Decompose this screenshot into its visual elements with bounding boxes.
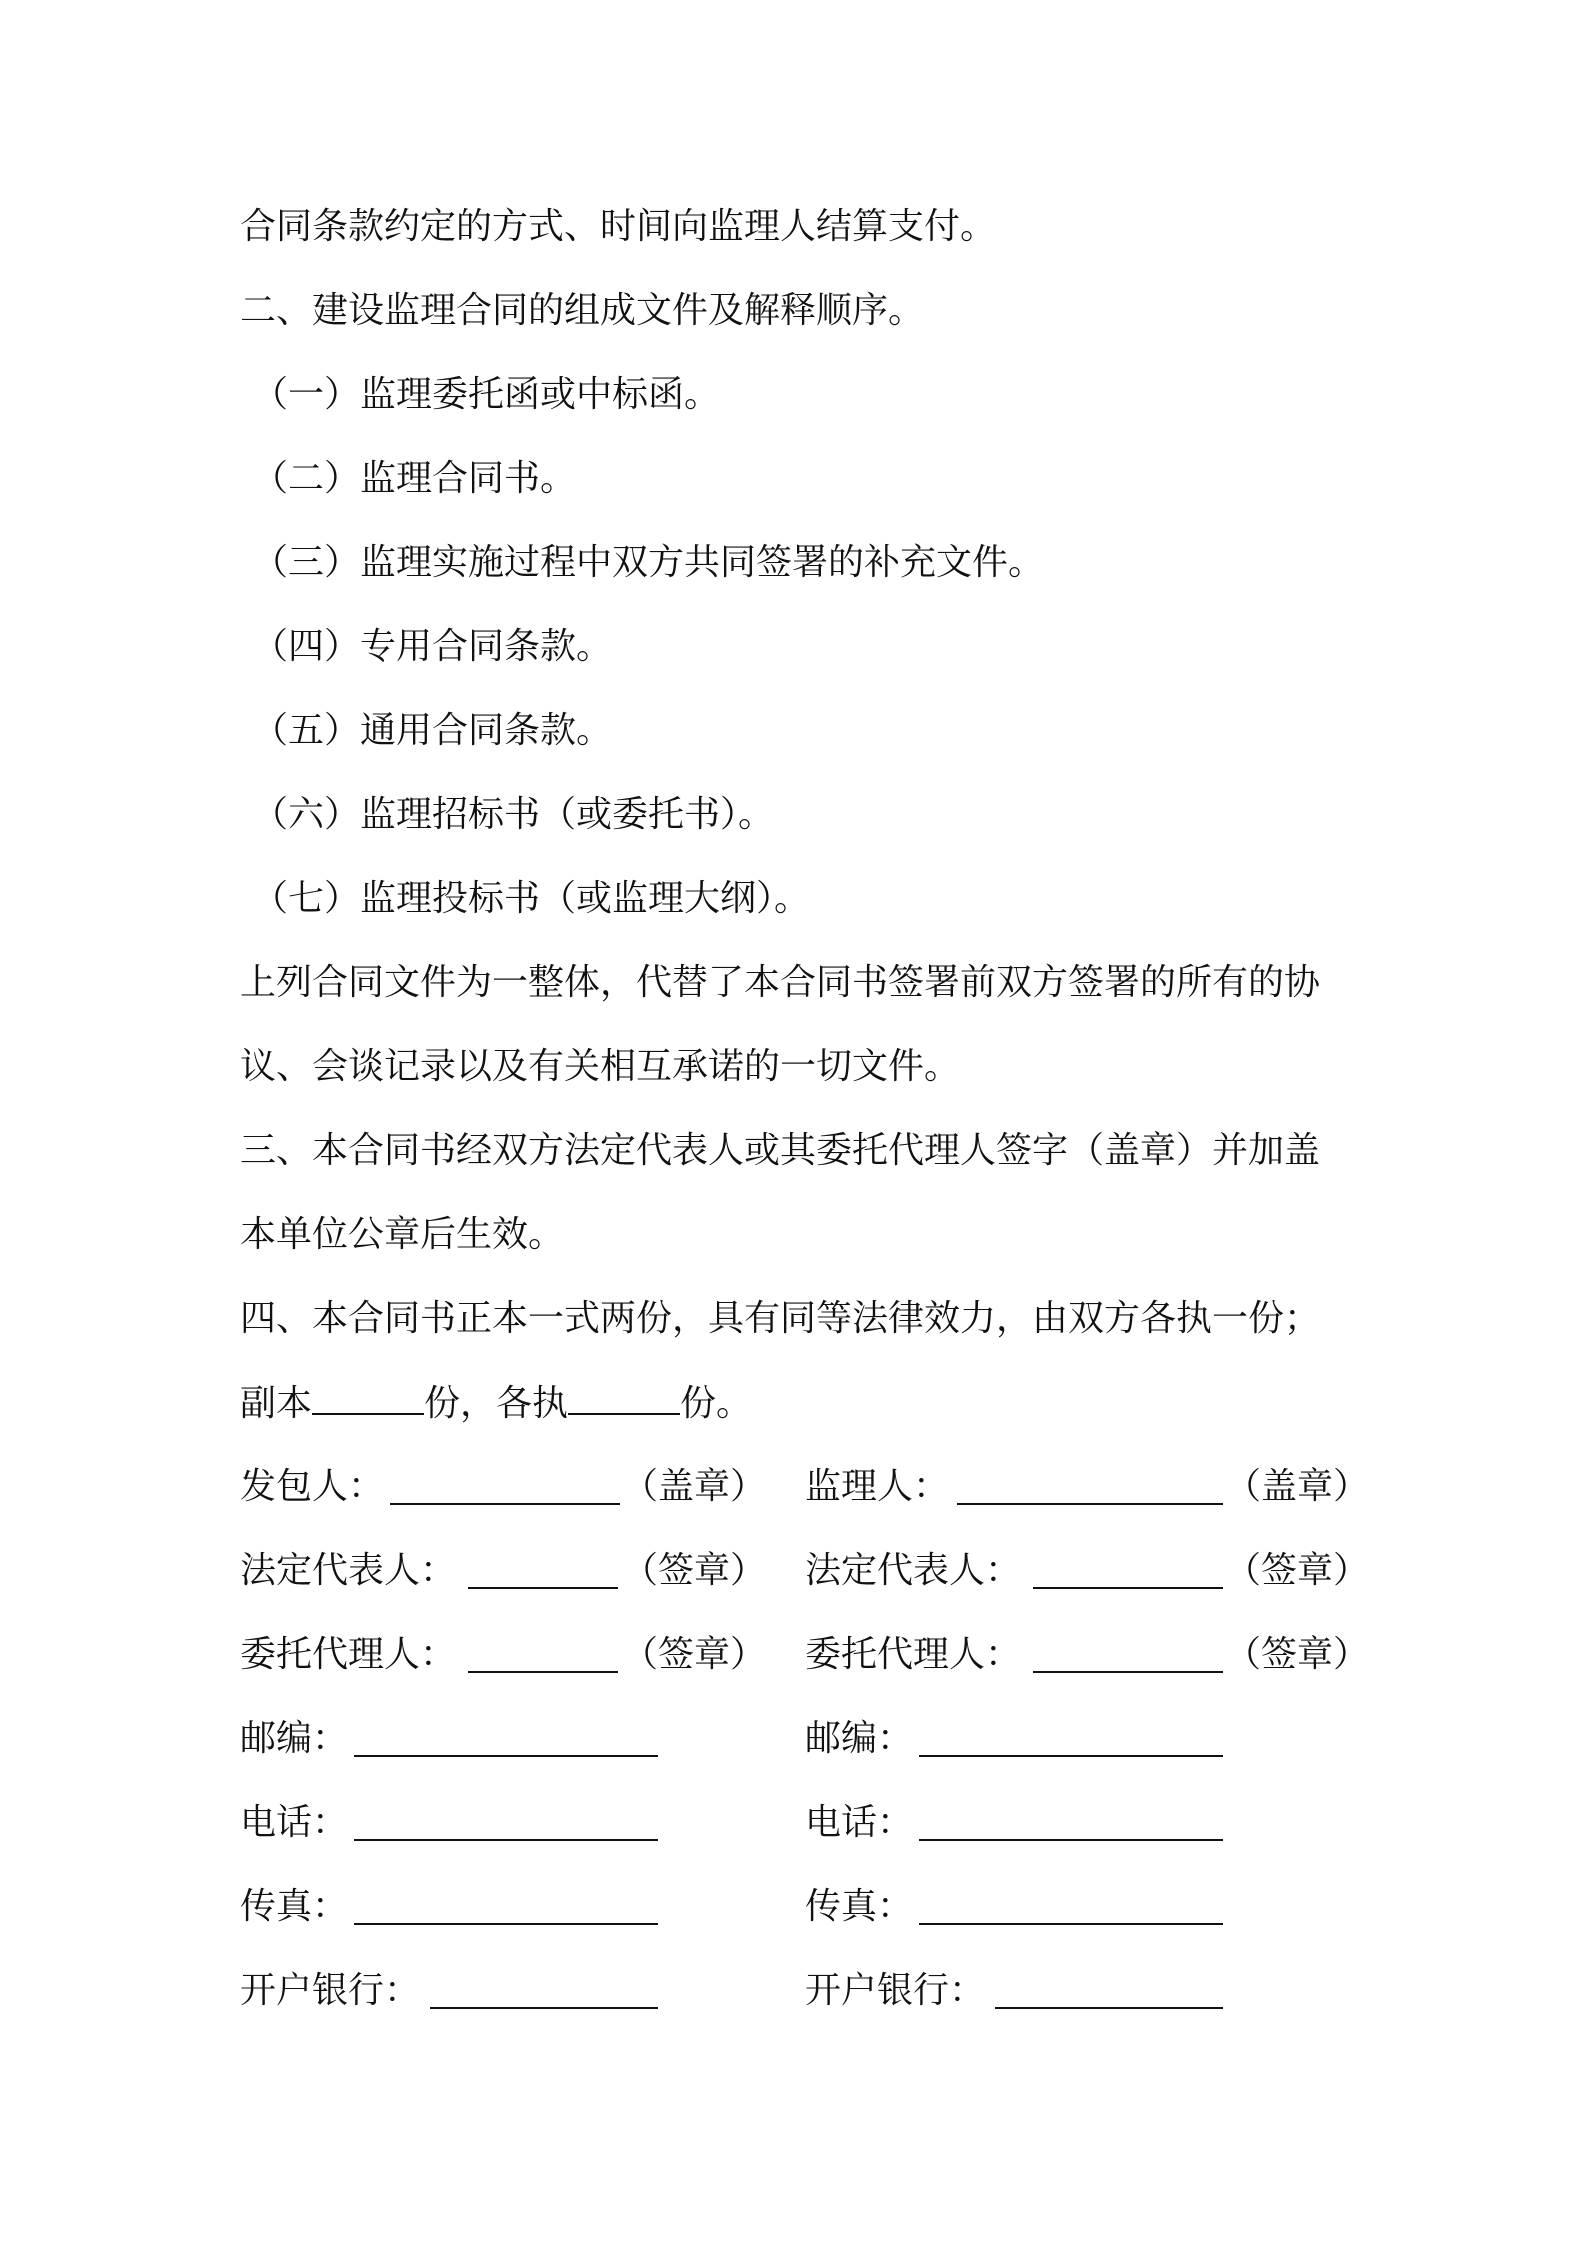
copies-count-field[interactable] xyxy=(312,1381,424,1415)
right-postcode-field[interactable] xyxy=(919,1755,1223,1757)
left-phone-field[interactable] xyxy=(354,1839,658,1841)
right-legal-rep-label: 法定代表人： xyxy=(805,1550,1022,1591)
left-agent-field[interactable] xyxy=(468,1671,618,1673)
left-legal-rep-label: 法定代表人： xyxy=(240,1550,457,1591)
list-item-3: （三）监理实施过程中双方共同签署的补充文件。 xyxy=(252,542,1045,583)
right-bank-label: 开户银行： xyxy=(805,1970,986,2011)
right-agent-field[interactable] xyxy=(1033,1671,1223,1673)
list-item-7: （七）监理投标书（或监理大纲）。 xyxy=(252,878,811,919)
paragraph-payment: 合同条款约定的方式、时间向监理人结算支付。 xyxy=(240,206,997,247)
left-postcode-label: 邮编： xyxy=(240,1718,349,1759)
left-agent-label: 委托代理人： xyxy=(240,1634,457,1675)
copies-prefix: 副本 xyxy=(240,1383,313,1424)
right-phone-label: 电话： xyxy=(805,1802,914,1843)
paragraph-whole-doc-line2: 议、会谈记录以及有关相互承诺的一切文件。 xyxy=(240,1046,961,1087)
supervisor-field[interactable] xyxy=(957,1503,1223,1505)
right-fax-field[interactable] xyxy=(919,1923,1223,1925)
copies-suffix: 份。 xyxy=(680,1383,753,1424)
employer-seal: （盖章） xyxy=(622,1466,767,1507)
list-item-5: （五）通用合同条款。 xyxy=(252,710,613,751)
heading-section-three-line2: 本单位公章后生效。 xyxy=(240,1214,565,1255)
left-legal-rep-seal: （签章） xyxy=(622,1550,767,1591)
left-fax-label: 传真： xyxy=(240,1886,349,1927)
left-legal-rep-field[interactable] xyxy=(468,1587,618,1589)
right-legal-rep-seal: （签章） xyxy=(1225,1550,1370,1591)
supervisor-label: 监理人： xyxy=(805,1466,950,1507)
employer-label: 发包人： xyxy=(240,1466,385,1507)
right-agent-seal: （签章） xyxy=(1225,1634,1370,1675)
right-fax-label: 传真： xyxy=(805,1886,914,1927)
copies-each-field[interactable] xyxy=(568,1381,680,1415)
paragraph-whole-doc-line1: 上列合同文件为一整体，代替了本合同书签署前双方签署的所有的协 xyxy=(240,962,1321,1003)
copies-line xyxy=(240,1381,752,1426)
left-bank-label: 开户银行： xyxy=(240,1970,421,2011)
list-item-2: （二）监理合同书。 xyxy=(252,458,577,499)
list-item-1: （一）监理委托函或中标函。 xyxy=(252,374,721,415)
right-phone-field[interactable] xyxy=(919,1839,1223,1841)
employer-field[interactable] xyxy=(390,1503,620,1505)
left-bank-field[interactable] xyxy=(430,2007,658,2009)
left-agent-seal: （签章） xyxy=(622,1634,767,1675)
right-legal-rep-field[interactable] xyxy=(1033,1587,1223,1589)
supervisor-seal: （盖章） xyxy=(1225,1466,1370,1507)
copies-mid: 份，各执 xyxy=(424,1383,569,1424)
left-fax-field[interactable] xyxy=(354,1923,658,1925)
heading-section-four: 四、本合同书正本一式两份，具有同等法律效力，由双方各执一份； xyxy=(240,1298,1321,1339)
right-agent-label: 委托代理人： xyxy=(805,1634,1022,1675)
right-postcode-label: 邮编： xyxy=(805,1718,914,1759)
left-postcode-field[interactable] xyxy=(354,1755,658,1757)
heading-section-three-line1: 三、本合同书经双方法定代表人或其委托代理人签字（盖章）并加盖 xyxy=(240,1130,1321,1171)
list-item-6: （六）监理招标书（或委托书）。 xyxy=(252,794,775,835)
right-bank-field[interactable] xyxy=(995,2007,1223,2009)
heading-section-two: 二、建设监理合同的组成文件及解释顺序。 xyxy=(240,290,925,331)
left-phone-label: 电话： xyxy=(240,1802,349,1843)
list-item-4: （四）专用合同条款。 xyxy=(252,626,613,667)
